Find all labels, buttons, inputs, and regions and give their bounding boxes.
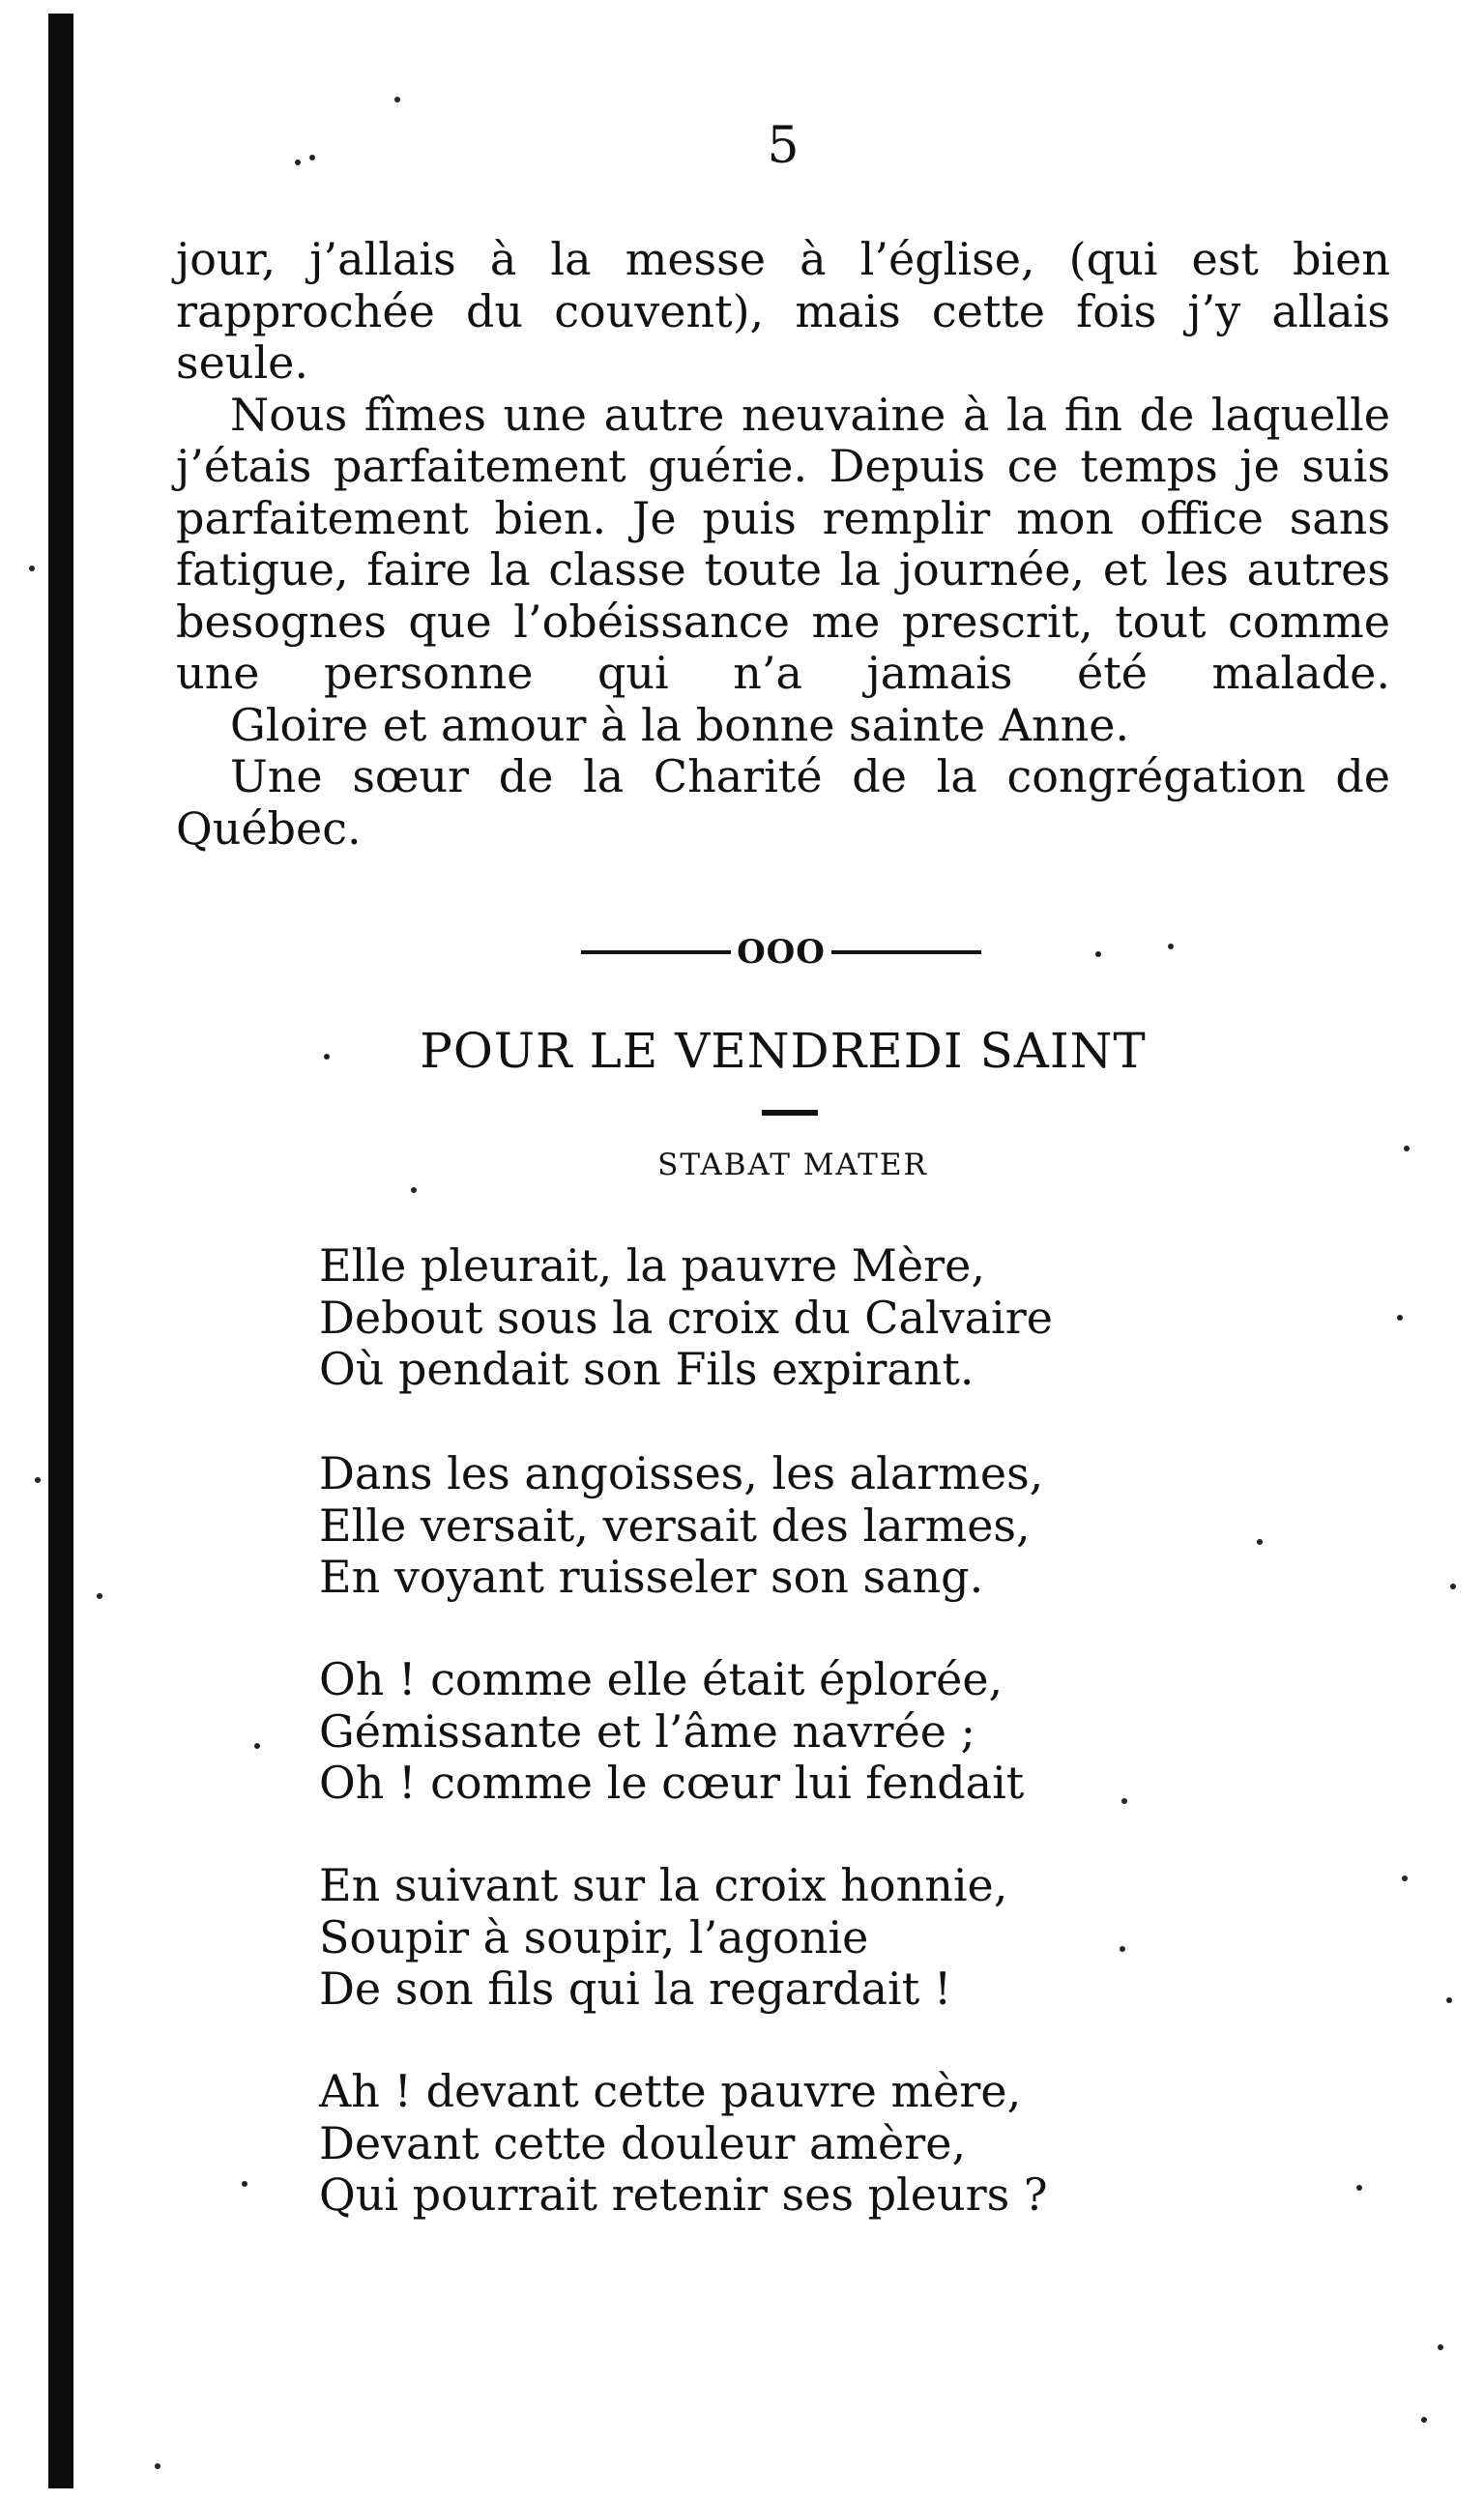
scan-speck (1421, 2417, 1427, 2423)
separator-line-right (831, 950, 981, 954)
page-number: 5 (767, 117, 800, 175)
poem-verse: Debout sous la croix du Calvaire (319, 1291, 1053, 1344)
poem-verse: Devant cette douleur amère, (319, 2116, 967, 2169)
scan-speck (155, 2463, 160, 2469)
scan-speck (1356, 2185, 1362, 2191)
scan-speck (1168, 944, 1174, 949)
scan-speck (1397, 1315, 1403, 1321)
section-separator (568, 933, 994, 972)
poem-verse: Qui pourrait retenir ses pleurs ? (319, 2168, 1048, 2221)
scan-speck (97, 1593, 102, 1599)
poem-stanza (319, 1654, 1189, 1810)
poem-verse: Dans les angoisses, les alarmes, (319, 1447, 1044, 1499)
scan-speck (1121, 1798, 1127, 1804)
prose-paragraph: Une sœur de la Charité de la congrégation de Québec. (176, 750, 1390, 855)
prose-block (176, 234, 1390, 855)
poem-subtitle: STABAT MATER (657, 1148, 928, 1182)
poem-stanza (319, 1860, 1189, 2016)
scan-speck (295, 160, 301, 165)
poem-verse: Elle pleurait, la pauvre Mère, (319, 1239, 985, 1292)
scan-speck (35, 1477, 41, 1483)
poem-verse: En voyant ruisseler son sang. (319, 1551, 984, 1603)
scan-speck (1402, 1876, 1408, 1881)
scan-speck (394, 97, 400, 102)
scan-speck (1438, 2344, 1443, 2350)
poem-verse: En suivant sur la croix honnie, (319, 1859, 1008, 1911)
poem-verse: Soupir à soupir, l’agonie (319, 1910, 869, 1963)
scan-speck (254, 1743, 260, 1749)
scan-speck (242, 2181, 247, 2187)
poem-verse: Oh ! comme elle était éplorée, (319, 1653, 1004, 1705)
title-dash (762, 1110, 818, 1116)
scan-speck (309, 155, 315, 160)
scan-speck (1404, 1146, 1410, 1151)
prose-paragraph: Nous fîmes une autre neuvaine à la fin de laquelle j’étais parfaitement guérie. Depuis ce temps je suis parfaitement bien. Je puis remplir mon office sans fatigue, faire la classe toute la journée, et les autres besognes que l’obéissance me prescrit, tout comme une personne qui n’a jamais été malade. (176, 388, 1390, 699)
scan-speck (1450, 1584, 1456, 1589)
separator-mark: OOO (737, 933, 826, 972)
prose-paragraph: Gloire et amour à la bonne sainte Anne. (230, 698, 1130, 751)
poem-verse: Elle versait, versait des larmes, (319, 1498, 1031, 1552)
poem-stanza (319, 2066, 1189, 2222)
book-binding-edge (48, 14, 73, 2488)
poem-verse: Gémissante et l’âme navrée ; (319, 1704, 976, 1758)
prose-paragraph: jour, j’allais à la messe à l’église, (qui est bien rapprochée du couvent), mais cette fois j’y allais seule. (176, 233, 1390, 389)
poem-stanza (319, 1240, 1189, 1396)
scan-speck (1120, 1946, 1125, 1952)
separator-line-left (581, 950, 731, 954)
scan-speck (411, 1187, 417, 1193)
poem-title: POUR LE VENDREDI SAINT (420, 1023, 1147, 1079)
scan-speck (1446, 1997, 1452, 2003)
poem-verse: Où pendait son Fils expirant. (319, 1343, 975, 1395)
scan-speck (29, 566, 35, 571)
scan-speck (1095, 951, 1101, 957)
poem-verse: Ah ! devant cette pauvre mère, (319, 2065, 1022, 2117)
scan-speck (1257, 1539, 1263, 1545)
poem-verse: Oh ! comme le cœur lui fendait (319, 1757, 1025, 1809)
poem-stanza (319, 1448, 1189, 1604)
poem-verse: De son fils qui la regardait ! (319, 1963, 952, 2015)
scan-speck (324, 1054, 330, 1060)
